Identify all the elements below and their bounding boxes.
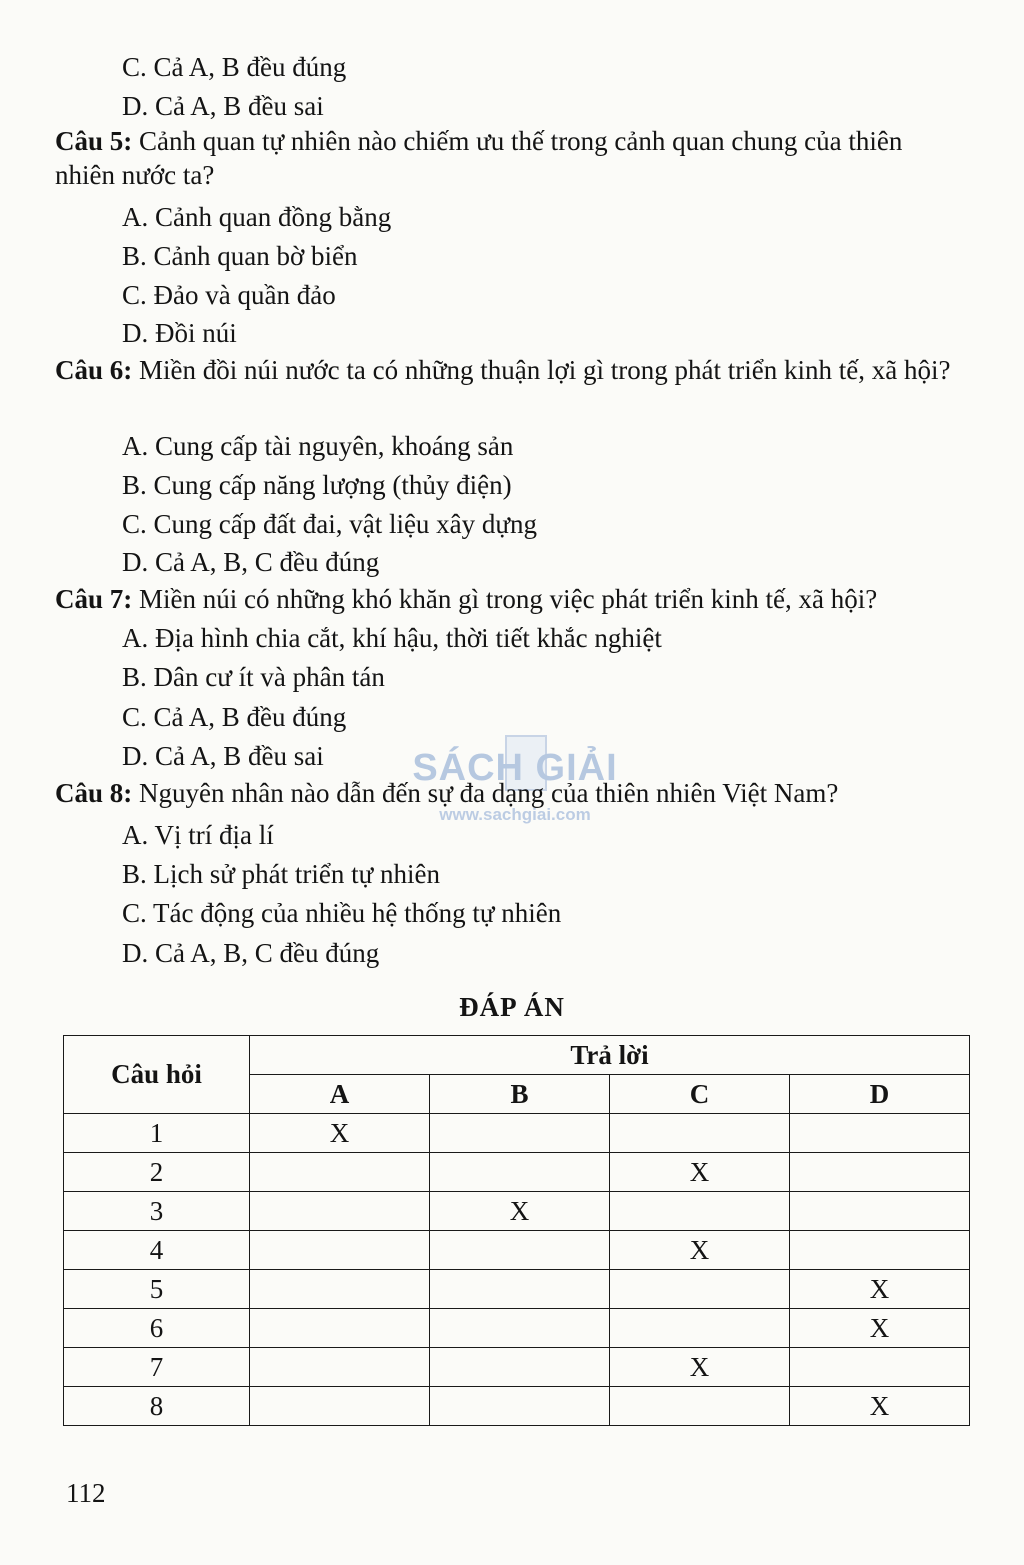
table-row (64, 1231, 970, 1270)
cell-b (430, 1270, 610, 1309)
q5-option-d: D. Đồi núi (122, 318, 237, 348)
table-row (64, 1270, 970, 1309)
watermark-text: SÁCH GIẢI (412, 747, 618, 789)
header-answer: Trả lời (250, 1036, 970, 1075)
cell-b: X (430, 1192, 610, 1231)
table-row (64, 1192, 970, 1231)
column-b: B (430, 1075, 610, 1114)
question-5-number: Câu 5: (55, 126, 133, 156)
table-row (64, 1387, 970, 1426)
q5-option-c: C. Đảo và quần đảo (122, 280, 336, 310)
question-8 (55, 776, 965, 810)
row-question: 5 (64, 1270, 250, 1309)
cell-b (430, 1348, 610, 1387)
row-question: 4 (64, 1231, 250, 1270)
page-number: 112 (66, 1478, 106, 1508)
cell-d: X (790, 1270, 970, 1309)
cell-c (610, 1114, 790, 1153)
row-question: 3 (64, 1192, 250, 1231)
row-question: 6 (64, 1309, 250, 1348)
question-5 (55, 124, 965, 192)
question-7 (55, 582, 965, 616)
column-d: D (790, 1075, 970, 1114)
cell-a (250, 1231, 430, 1270)
cell-b (430, 1387, 610, 1426)
watermark-url: www.sachgiai.com (439, 805, 591, 824)
cell-c (610, 1387, 790, 1426)
cell-a: X (250, 1114, 430, 1153)
column-a: A (250, 1075, 430, 1114)
cell-d (790, 1114, 970, 1153)
q7-option-a: A. Địa hình chia cắt, khí hậu, thời tiết khắc nghiệt (122, 623, 662, 653)
q6-option-d: D. Cả A, B, C đều đúng (122, 547, 380, 577)
cell-b (430, 1309, 610, 1348)
column-c: C (610, 1075, 790, 1114)
cell-c (610, 1192, 790, 1231)
q5-option-b: B. Cảnh quan bờ biển (122, 241, 358, 271)
cell-c: X (610, 1231, 790, 1270)
row-question: 1 (64, 1114, 250, 1153)
q8-option-a: A. Vị trí địa lí (122, 820, 274, 850)
q8-option-d: D. Cả A, B, C đều đúng (122, 938, 380, 968)
row-question: 7 (64, 1348, 250, 1387)
q7-option-b: B. Dân cư ít và phân tán (122, 662, 385, 692)
row-question: 8 (64, 1387, 250, 1426)
q7-option-d: D. Cả A, B đều sai (122, 741, 324, 771)
q6-option-a: A. Cung cấp tài nguyên, khoáng sản (122, 431, 514, 461)
q6-option-b: B. Cung cấp năng lượng (thủy điện) (122, 470, 512, 500)
cell-c (610, 1309, 790, 1348)
question-8-number: Câu 8: (55, 778, 133, 808)
q4-option-d: D. Cả A, B đều sai (122, 91, 324, 121)
cell-d (790, 1348, 970, 1387)
cell-a (250, 1192, 430, 1231)
question-6 (55, 353, 965, 387)
cell-a (250, 1387, 430, 1426)
cell-b (430, 1114, 610, 1153)
cell-b (430, 1231, 610, 1270)
question-8-text: Nguyên nhân nào dẫn đến sự đa dạng của thiên nhiên Việt Nam? (132, 778, 839, 808)
cell-d (790, 1192, 970, 1231)
table-row (64, 1309, 970, 1348)
cell-d (790, 1231, 970, 1270)
answer-key-title: ĐÁP ÁN (459, 992, 565, 1022)
cell-a (250, 1153, 430, 1192)
row-question: 2 (64, 1153, 250, 1192)
table-row (64, 1153, 970, 1192)
cell-c (610, 1270, 790, 1309)
cell-c: X (610, 1153, 790, 1192)
question-7-number: Câu 7: (55, 584, 133, 614)
cell-c: X (610, 1348, 790, 1387)
cell-d (790, 1153, 970, 1192)
question-7-text: Miền núi có những khó khăn gì trong việc phát triển kinh tế, xã hội? (132, 584, 878, 614)
q7-option-c: C. Cả A, B đều đúng (122, 702, 347, 732)
cell-d: X (790, 1387, 970, 1426)
q8-option-c: C. Tác động của nhiều hệ thống tự nhiên (122, 898, 562, 928)
question-6-text: Miền đồi núi nước ta có những thuận lợi gì trong phát triển kinh tế, xã hội? (132, 355, 951, 385)
q5-option-a: A. Cảnh quan đồng bằng (122, 202, 392, 232)
header-question: Câu hỏi (64, 1036, 250, 1114)
answer-table (63, 1035, 970, 1426)
question-6-number: Câu 6: (55, 355, 133, 385)
table-row (64, 1114, 970, 1153)
q4-option-c: C. Cả A, B đều đúng (122, 52, 347, 82)
cell-a (250, 1270, 430, 1309)
cell-a (250, 1348, 430, 1387)
question-5-text: Cảnh quan tự nhiên nào chiếm ưu thế trong cảnh quan chung của thiên nhiên nước ta? (55, 126, 903, 190)
cell-b (430, 1153, 610, 1192)
q6-option-c: C. Cung cấp đất đai, vật liệu xây dựng (122, 509, 538, 539)
q8-option-b: B. Lịch sử phát triển tự nhiên (122, 859, 440, 889)
cell-d: X (790, 1309, 970, 1348)
cell-a (250, 1309, 430, 1348)
table-row (64, 1348, 970, 1387)
